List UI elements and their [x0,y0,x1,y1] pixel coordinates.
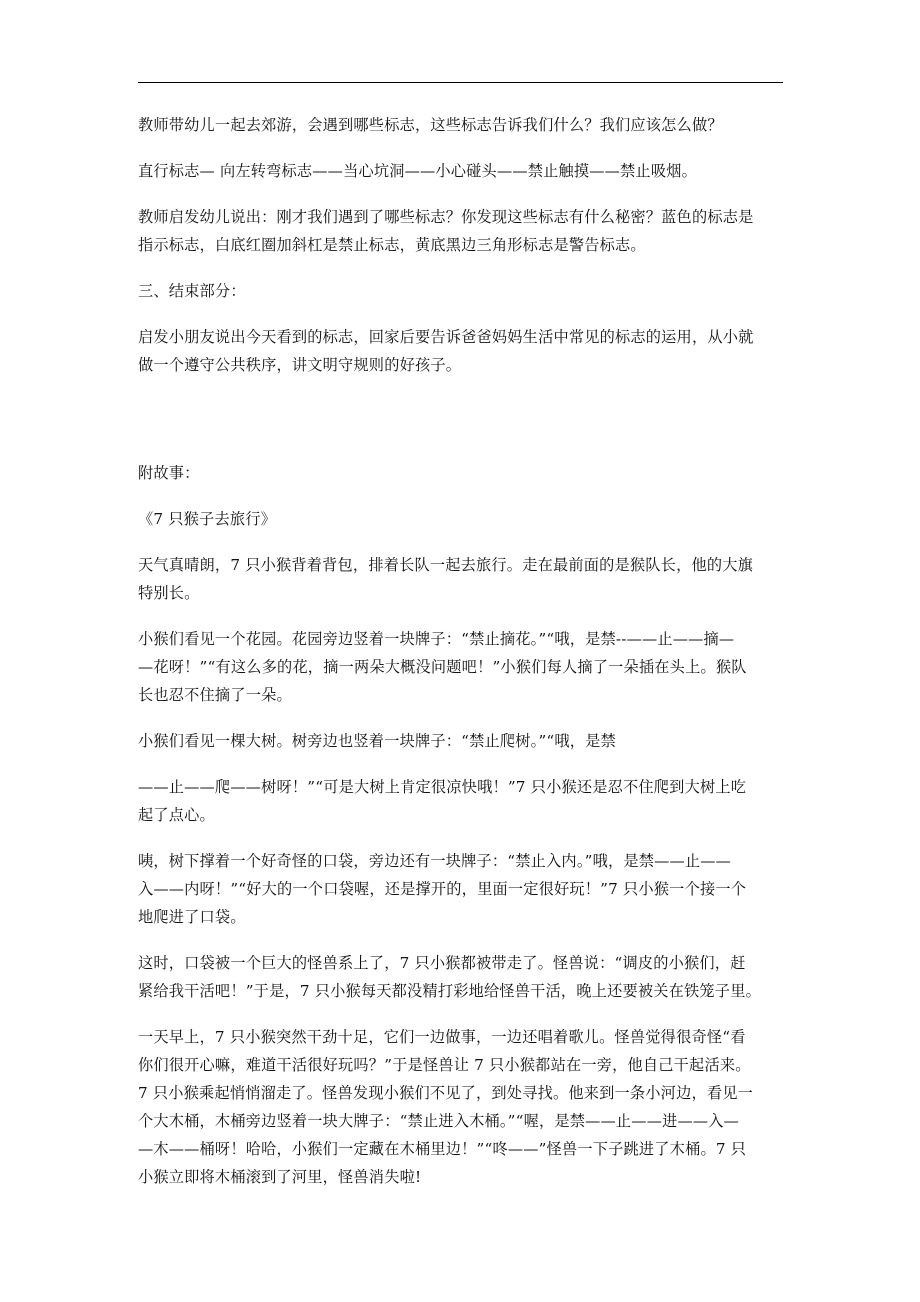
story-paragraph-3 [138,727,798,755]
text-line: —花呀！”“有这么多的花，摘一两朵大概没问题吧！”小猴们每人摘了一朵插在头上。猴队 [138,658,747,676]
text-line: 特别长。 [138,584,200,602]
text-line: 小猴立即将木桶滚到了河里，怪兽消失啦! [138,1168,422,1186]
text-line: ——止——爬——树呀！”“可是大树上肯定很凉快哦！”7 只小猴还是忍不住爬到大树上吃 [138,778,747,796]
text-line: 紧给我干活吧！”于是，7 只小猴每天都没精打彩地给怪兽干活，晚上还要被关在铁笼子里。 [138,982,761,1000]
paragraph-sign-explanation [138,203,798,259]
text-line: 天气真晴朗，7 只小猴背着背包，排着长队一起去旅行。走在最前面的是猴队长，他的大旗 [138,556,754,574]
story-paragraph-1 [138,551,798,607]
text-line: 三、结束部分： [138,282,246,300]
story-paragraph-6 [138,949,798,1005]
section-heading-ending [138,277,798,305]
text-line: 这时，口袋被一个巨大的怪兽系上了，7 只小猴都被带走了。怪兽说：“调皮的小猴们，赶 [138,954,746,972]
paragraph-sign-list [138,157,798,185]
appendix-label [138,459,798,487]
header-rule [138,82,783,83]
text-line: 小猴们看见一个花园。花园旁边竖着一块牌子：“禁止摘花。”“哦，是禁--——止——摘— [138,630,735,648]
story-paragraph-5 [138,847,798,931]
text-line: 个大木桶，木桶旁边竖着一块大牌子：“禁止进入木桶。”“喔，是禁——止——进——入— [138,1112,740,1130]
text-line: 入——内呀！”“好大的一个口袋喔，还是撑开的，里面一定很好玩！”7 只小猴一个接一个 [138,880,747,898]
paragraph-ending [138,323,798,379]
text-line: 长也忍不住摘了一朵。 [138,686,292,704]
paragraph-excursion-question [138,111,798,139]
text-line: 咦，树下撑着一个好奇怪的口袋，旁边还有一块牌子：“禁止入内。”哦，是禁——止—— [138,852,732,870]
text-line: 启发小朋友说出今天看到的标志，回家后要告诉爸爸妈妈生活中常见的标志的运用，从小就 [138,328,754,346]
text-line: 直行标志— 向左转弯标志——当心坑洞——小心碰头——禁止触摸——禁止吸烟。 [138,162,697,180]
story-paragraph-4 [138,773,798,829]
text-line: 附故事： [138,464,200,482]
text-line: 教师带幼儿一起去郊游，会遇到哪些标志，这些标志告诉我们什么？我们应该怎么做？ [138,116,723,134]
text-line: 教师启发幼儿说出：刚才我们遇到了哪些标志？你发现这些标志有什么秘密？蓝色的标志是 [138,208,754,226]
text-line: 一天早上，7 只小猴突然干劲十足，它们一边做事，一边还唱着歌儿。怪兽觉得很奇怪“看 [138,1028,746,1046]
text-line: 指示标志，白底红圈加斜杠是禁止标志，黄底黑边三角形标志是警告标志。 [138,236,646,254]
text-line: —木——桶呀！哈哈，小猴们一定藏在木桶里边！”“咚——”怪兽一下子跳进了木桶。7 只 [138,1140,747,1158]
text-line: 小猴们看见一棵大树。树旁边也竖着一块牌子：“禁止爬树。”“哦，是禁 [138,732,616,750]
text-line: 做一个遵守公共秩序，讲文明守规则的好孩子。 [138,356,462,374]
story-paragraph-2 [138,625,798,709]
text-line: 起了点心。 [138,806,215,824]
document-body [138,111,798,1191]
text-line: 你们很开心嘛，难道干活很好玩吗？”于是怪兽让 7 只小猴都站在一旁，他自己干起活来。 [138,1056,751,1074]
story-title [138,505,798,533]
text-line: 7 只小猴乘起悄悄溜走了。怪兽发现小猴们不见了，到处寻找。他来到一条小河边，看见一 [138,1084,754,1102]
text-line: 《7 只猴子去旅行》 [138,510,276,528]
text-line: 地爬进了口袋。 [138,908,246,926]
story-paragraph-7 [138,1023,798,1191]
